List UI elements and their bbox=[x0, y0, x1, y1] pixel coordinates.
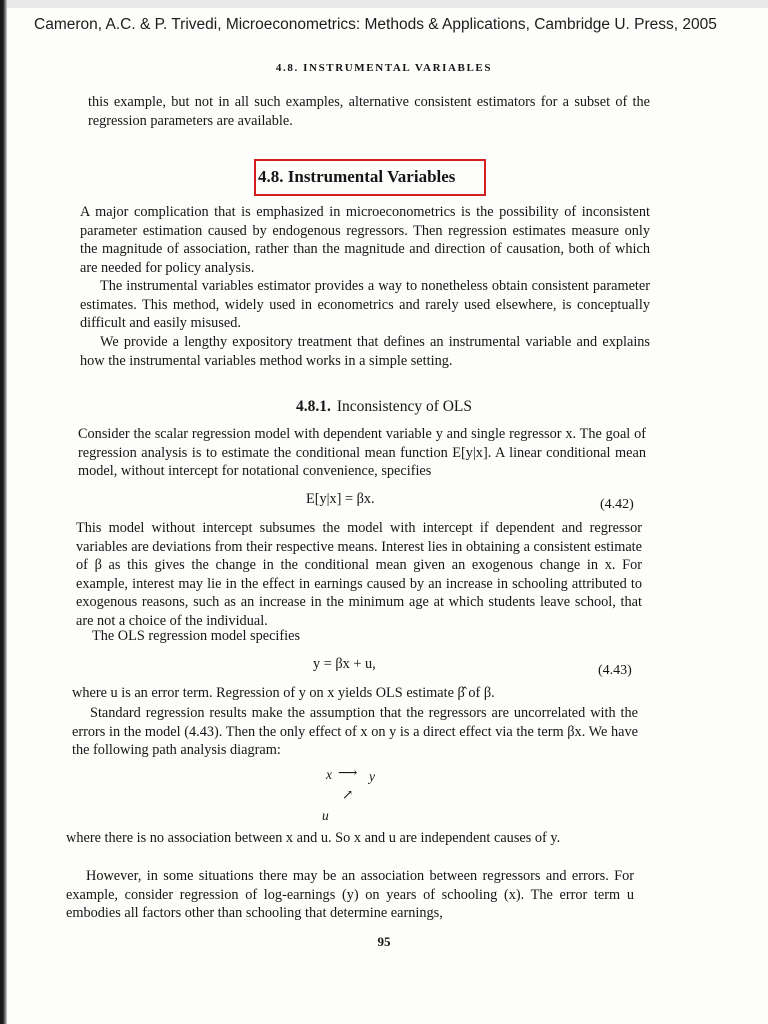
model-paragraph: Consider the scalar regression model with dependent variable y and single regressor x. The goal of regression analysis is to estimate the conditional mean function E[y|x]. A linear conditional mean model, without intercept for notational convenience, specifies bbox=[78, 426, 646, 480]
intro-paragraph-2: The instrumental variables estimator provides a way to nonetheless obtain consistent parameter estimates. This method, widely used in econometrics and rarely used elsewhere, is conceptually difficult and easily misused. bbox=[80, 278, 650, 332]
diagram-u-label: u bbox=[322, 808, 329, 823]
subsection-title: Inconsistency of OLS bbox=[336, 398, 473, 415]
standard-results-paragraph: Standard regression results make the assumption that the regressors are uncorrelated with the errors in the model (4.43). Then the only effect of x on y is a direct effect via the term βx. We have the following path analysis diagram: bbox=[72, 705, 638, 759]
however-paragraph: However, in some situations there may be an association between regressors and errors. For example, consider regression of log-earnings (y) on years of schooling (x). The error term u embodies all factors other than schooling that determine earnings, bbox=[66, 868, 634, 922]
running-head: 4.8. INSTRUMENTAL VARIABLES bbox=[275, 62, 493, 74]
no-association-paragraph: where there is no association between x and u. So x and u are independent causes of y. bbox=[66, 830, 561, 846]
intro-paragraph-3: We provide a lengthy expository treatment that defines an instrumental variable and explains how the instrumental variables method works in a simple setting. bbox=[80, 334, 650, 369]
diagram-y-label: y bbox=[369, 769, 375, 784]
section-title: 4.8. Instrumental Variables bbox=[258, 167, 456, 186]
scan-left-edge bbox=[0, 0, 7, 1024]
error-term-paragraph: where u is an error term. Regression of y on x yields OLS estimate β̂ of β. bbox=[72, 685, 495, 701]
equation-number-4-42: (4.42) bbox=[600, 497, 634, 512]
equation-number-4-43: (4.43) bbox=[598, 663, 632, 678]
intercept-paragraph: This model without intercept subsumes the model with intercept if dependent and regressor variables are deviations from their respective means. Interest lies in obtaining a consistent estimate of β as this gives the change in the conditional mean given an exogenous change in x. For example, interest may lie in the effect in earnings caused by an increase in schooling attributed to exogenous reasons, such as an increase in the minimum age at which students leave school, that are not a choice of the individual. bbox=[76, 520, 642, 629]
citation-header: Cameron, A.C. & P. Trivedi, Microeconometrics: Methods & Applications, Cambridge U. Press, 2005 bbox=[34, 16, 717, 33]
ols-paragraph: The OLS regression model specifies bbox=[92, 628, 301, 644]
diagram-arrow-right-icon: ⟶ bbox=[338, 765, 358, 780]
scan-top-edge bbox=[0, 0, 768, 8]
equation-4-42: E[y|x] = βx. bbox=[306, 491, 375, 507]
subsection-heading bbox=[0, 398, 768, 416]
diagram-x-label: x bbox=[326, 767, 332, 782]
intro-paragraph-1: A major complication that is emphasized in microeconometrics is the possibility of inconsistent parameter estimation caused by endogenous regressors. Then regression estimates measure only the magnitude of association, rather than the magnitude and direction of causation, both of which are needed for policy analysis. bbox=[80, 204, 650, 276]
page-number: 95 bbox=[377, 934, 391, 949]
subsection-number: 4.8.1. bbox=[295, 398, 331, 415]
diagram-diagonal-arrow-icon: ↗ bbox=[342, 787, 354, 802]
equation-4-43: y = βx + u, bbox=[313, 656, 376, 672]
carryover-paragraph: this example, but not in all such examples, alternative consistent estimators for a subset of the regression parameters are available. bbox=[88, 94, 650, 129]
